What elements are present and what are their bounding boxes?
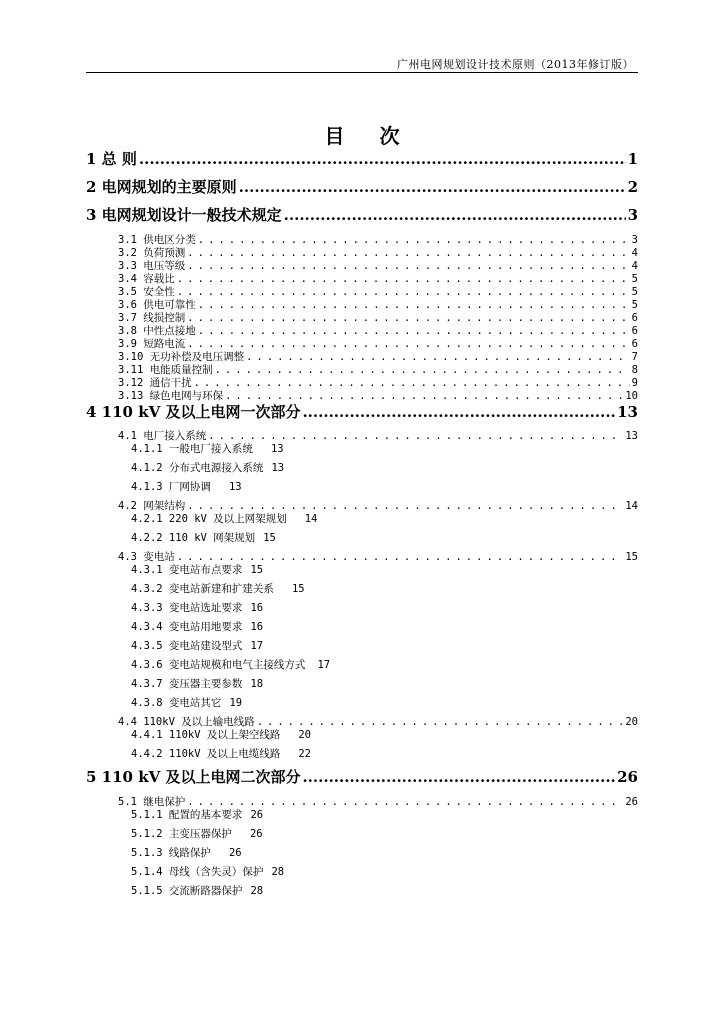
- toc-page: 2: [627, 178, 638, 196]
- toc-page: 13: [617, 403, 638, 421]
- toc-subsection-4-4-1[interactable]: [131, 727, 311, 742]
- toc-page: 8: [631, 364, 638, 376]
- toc-label: 5.1 继电保护: [118, 796, 186, 808]
- toc-label: 3.5 安全性: [118, 286, 175, 298]
- toc-subsection-4-4-2[interactable]: [131, 746, 311, 761]
- toc-title: 目 次: [324, 124, 414, 148]
- toc-label: 5.1.3 线路保护: [131, 847, 211, 859]
- toc-subsection-4-3-7[interactable]: [131, 676, 263, 691]
- toc-page: 17: [250, 640, 264, 652]
- toc-page: 6: [631, 325, 638, 337]
- leader-dots: [302, 403, 615, 421]
- toc-label: 4.3.5 变电站建设型式: [131, 640, 243, 652]
- toc-label: 4.3.3 变电站选址要求: [131, 602, 243, 614]
- toc-subsection-4-1-3[interactable]: [131, 479, 242, 494]
- toc-label: 3.7 线损控制: [118, 312, 186, 324]
- toc-label: 4.1.3 厂网协调: [131, 481, 211, 493]
- toc-label: 3.1 供电区分类: [118, 234, 196, 246]
- toc-label: 3.8 中性点接地: [118, 325, 196, 337]
- toc-label: 3.9 短路电流: [118, 338, 186, 350]
- toc-label: 5.1.2 主变压器保护: [131, 828, 232, 840]
- toc-page: 18: [250, 678, 264, 690]
- toc-page: 6: [631, 338, 638, 350]
- toc-label: 4 110 kV 及以上电网一次部分: [86, 403, 301, 421]
- toc-subsection-4-3-2[interactable]: [131, 581, 305, 596]
- toc-label: 4.4.1 110kV 及以上架空线路: [131, 729, 281, 741]
- toc-page: 28: [250, 885, 264, 897]
- toc-subsection-5-1-3[interactable]: [131, 845, 242, 860]
- leader-dots: [284, 206, 626, 224]
- toc-label: 4.4.2 110kV 及以上电缆线路: [131, 748, 281, 760]
- toc-label: 3.3 电压等级: [118, 260, 186, 272]
- leader-dots: [239, 178, 626, 196]
- toc-label: 4.4 110kV 及以上输电线路: [118, 716, 255, 728]
- toc-label: 3.13 绿色电网与环保: [118, 390, 224, 402]
- toc-label: 4.3.8 变电站其它: [131, 697, 222, 709]
- toc-page: 3: [627, 206, 638, 224]
- toc-chapter-3[interactable]: [86, 204, 638, 225]
- toc-subsection-4-3-5[interactable]: [131, 638, 263, 653]
- toc-subsection-4-1-2[interactable]: [131, 460, 284, 475]
- toc-page: 5: [631, 299, 638, 311]
- toc-label: 1 总 则: [86, 150, 137, 168]
- toc-subsection-4-3-4[interactable]: [131, 619, 263, 634]
- toc-page: 4: [631, 260, 638, 272]
- toc-label: 3.12 通信干扰: [118, 377, 192, 389]
- toc-page: 26: [249, 828, 263, 840]
- toc-page: 5: [631, 273, 638, 285]
- toc-page: 13: [270, 443, 284, 455]
- toc-page: 9: [631, 377, 638, 389]
- toc-subsection-4-2-1[interactable]: [131, 511, 317, 526]
- toc-subsection-4-3-3[interactable]: [131, 600, 263, 615]
- toc-page: 15: [250, 564, 264, 576]
- leader-dots: [139, 150, 626, 168]
- leader-dots: [257, 716, 624, 728]
- toc-label: 5.1.5 交流断路器保护: [131, 885, 243, 897]
- toc-page: 19: [229, 697, 243, 709]
- toc-subsection-5-1-5[interactable]: [131, 883, 263, 898]
- toc-label: 4.2.2 110 kV 网架规划: [131, 532, 256, 544]
- toc-page: 22: [298, 748, 312, 760]
- toc-subsection-4-3-1[interactable]: [131, 562, 263, 577]
- toc-page: 26: [617, 768, 638, 786]
- toc-page: 26: [228, 847, 242, 859]
- toc-page: 20: [298, 729, 312, 741]
- toc-label: 4.3.1 变电站布点要求: [131, 564, 243, 576]
- toc-subsection-5-1-2[interactable]: [131, 826, 263, 841]
- toc-page: 26: [250, 809, 264, 821]
- toc-label: 4.2 网架结构: [118, 500, 186, 512]
- toc-subsection-4-3-6[interactable]: [131, 657, 330, 672]
- toc-page: 7: [631, 351, 638, 363]
- toc-subsection-5-1-1[interactable]: [131, 807, 263, 822]
- toc-page: 15: [263, 532, 276, 544]
- toc-page: 26: [625, 796, 638, 808]
- toc-page: 16: [250, 602, 264, 614]
- toc-page: 6: [631, 312, 638, 324]
- toc-label: 5 110 kV 及以上电网二次部分: [86, 768, 301, 786]
- toc-page: 13: [625, 430, 638, 442]
- toc-page: 3: [631, 234, 638, 246]
- toc-label: 3 电网规划设计一般技术规定: [86, 206, 282, 224]
- toc-page: 14: [625, 500, 638, 512]
- toc-label: 3.11 电能质量控制: [118, 364, 213, 376]
- toc-page: 13: [228, 481, 242, 493]
- toc-label: 3.10 无功补偿及电压调整: [118, 351, 245, 363]
- toc-page: 15: [625, 551, 638, 563]
- toc-label: 4.1.2 分布式电源接入系统: [131, 462, 264, 474]
- toc-page: 20: [625, 716, 638, 728]
- toc-label: 3.2 负荷预测: [118, 247, 186, 259]
- toc-subsection-4-1-1[interactable]: [131, 441, 284, 456]
- toc-label: 5.1.1 配置的基本要求: [131, 809, 243, 821]
- toc-label: 3.6 供电可靠性: [118, 299, 196, 311]
- toc-label: 4.3.7 变压器主要参数: [131, 678, 243, 690]
- toc-subsection-4-2-2[interactable]: [131, 530, 276, 545]
- toc-label: 4.3 变电站: [118, 551, 175, 563]
- toc-chapter-4[interactable]: [86, 401, 638, 422]
- toc-label: 2 电网规划的主要原则: [86, 178, 237, 196]
- header-divider: [86, 72, 638, 73]
- toc-page: 10: [625, 390, 638, 402]
- toc-label: 3.4 容载比: [118, 273, 175, 285]
- toc-label: 4.1 电厂接入系统: [118, 430, 207, 442]
- leader-dots: [302, 768, 615, 786]
- toc-subsection-5-1-4[interactable]: [131, 864, 284, 879]
- toc-label: 5.1.4 母线（含失灵）保护: [131, 866, 264, 878]
- toc-page: 5: [631, 286, 638, 298]
- toc-label: 4.3.4 变电站用地要求: [131, 621, 243, 633]
- toc-chapter-1[interactable]: [86, 148, 638, 169]
- toc-label: 4.1.1 一般电厂接入系统: [131, 443, 253, 455]
- toc-chapter-5[interactable]: [86, 766, 638, 787]
- toc-page: 4: [631, 247, 638, 259]
- toc-label: 4.3.6 变电站规模和电气主接线方式: [131, 659, 306, 671]
- toc-label: 4.2.1 220 kV 及以上网架规划: [131, 513, 287, 525]
- toc-label: 4.3.2 变电站新建和扩建关系: [131, 583, 274, 595]
- toc-page: 28: [271, 866, 285, 878]
- toc-page: 16: [250, 621, 264, 633]
- toc-page: 17: [317, 659, 331, 671]
- toc-page: 15: [291, 583, 305, 595]
- toc-page: 1: [627, 150, 638, 168]
- toc-chapter-2[interactable]: [86, 176, 638, 197]
- toc-page: 14: [304, 513, 318, 525]
- toc-page: 13: [271, 462, 285, 474]
- toc-subsection-4-3-8[interactable]: [131, 695, 242, 710]
- running-header: 广州电网规划设计技术原则（2013年修订版）: [397, 58, 634, 71]
